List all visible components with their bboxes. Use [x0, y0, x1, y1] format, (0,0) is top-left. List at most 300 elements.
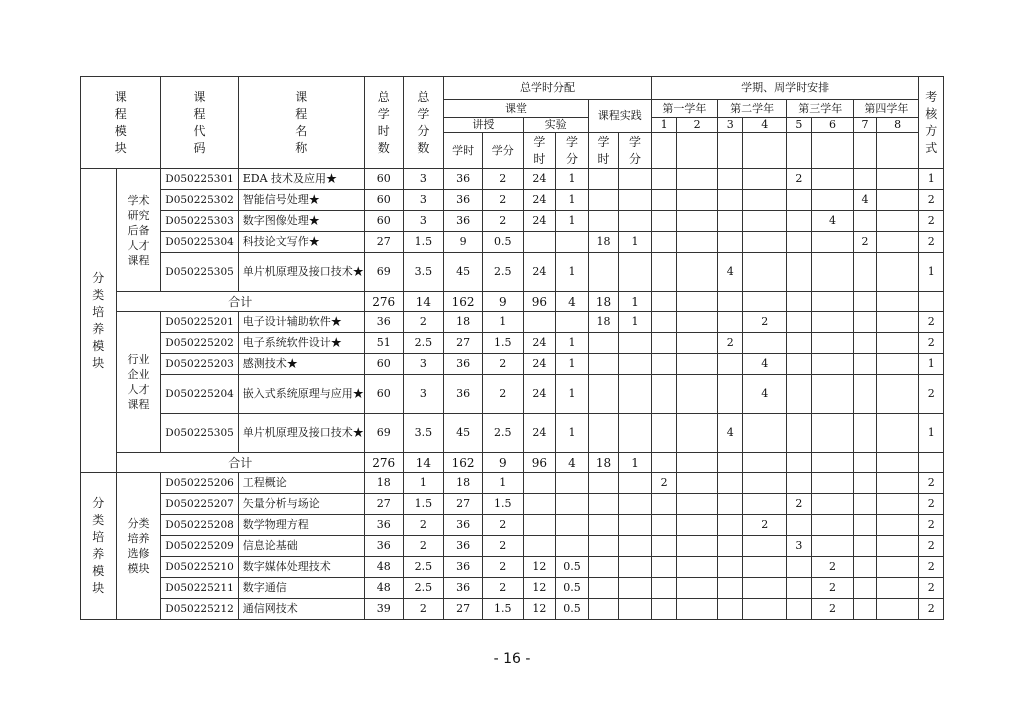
course-name: 电子系统软件设计★ — [238, 333, 364, 354]
sem-cell-1 — [651, 253, 676, 292]
sem-cell-2 — [677, 515, 718, 536]
course-code: D050225204 — [161, 375, 238, 414]
sem-cell-8 — [876, 232, 919, 253]
sem-cell — [854, 453, 876, 473]
sem-cell-2 — [677, 211, 718, 232]
sem-cell-8 — [876, 190, 919, 211]
cell-prac-h — [588, 557, 619, 578]
header-year-1: 第一学年 — [651, 100, 717, 118]
sem-cell-2 — [677, 473, 718, 494]
sem-cell-7 — [854, 515, 876, 536]
cell-exp-c: 1 — [556, 375, 589, 414]
cell-total-c: 3 — [403, 375, 444, 414]
sem-cell-6 — [811, 375, 854, 414]
sem-cell-4 — [743, 557, 787, 578]
sem-cell-2 — [677, 557, 718, 578]
sem-cell-5: 2 — [787, 169, 811, 190]
sem-cell-2 — [677, 536, 718, 557]
cell-lec-h: 36 — [444, 375, 483, 414]
sem-cell-1 — [651, 169, 676, 190]
sem-cell-2 — [677, 578, 718, 599]
sem-cell-8 — [876, 515, 919, 536]
table-row — [81, 599, 944, 620]
sem-blank-2 — [677, 133, 718, 169]
assess-cell — [919, 292, 944, 312]
cell-lec-c: 2.5 — [482, 414, 523, 453]
cell-prac-c — [619, 354, 652, 375]
sem-cell-6 — [811, 253, 854, 292]
sem-cell-3: 4 — [717, 253, 742, 292]
cell-lec-c: 2 — [482, 169, 523, 190]
cell-prac-c — [619, 494, 652, 515]
course-code: D050225201 — [161, 312, 238, 333]
sem-cell-4 — [743, 190, 787, 211]
cell-exp-c: 0.5 — [556, 578, 589, 599]
table-row — [81, 536, 944, 557]
table-row — [81, 232, 944, 253]
sem-cell-6: 4 — [811, 211, 854, 232]
sem-cell-5: 3 — [787, 536, 811, 557]
cell-exp-h: 12 — [523, 557, 556, 578]
total-row — [81, 453, 944, 473]
cell-prac-h: 18 — [588, 312, 619, 333]
sem-cell-8 — [876, 312, 919, 333]
sem-cell-5: 2 — [787, 494, 811, 515]
sem-cell — [677, 292, 718, 312]
header-semester-8: 8 — [876, 118, 919, 133]
cell-lec-c: 2 — [482, 536, 523, 557]
sem-cell-5 — [787, 473, 811, 494]
sem-cell-5 — [787, 333, 811, 354]
cell-lec-h: 36 — [444, 190, 483, 211]
sem-cell-8 — [876, 169, 919, 190]
sem-cell-2 — [677, 232, 718, 253]
cell-prac-h — [588, 473, 619, 494]
sem-cell — [876, 292, 919, 312]
sem-cell-4: 4 — [743, 375, 787, 414]
cell-lec-h: 18 — [444, 312, 483, 333]
total-label: 合计 — [116, 453, 364, 473]
sem-cell-4 — [743, 169, 787, 190]
sem-cell-3 — [717, 557, 742, 578]
assess-cell: 1 — [919, 169, 944, 190]
cell-exp-h: 24 — [523, 414, 556, 453]
cell-lec-h: 18 — [444, 473, 483, 494]
cell-exp-h: 96 — [523, 292, 556, 312]
assess-cell: 2 — [919, 557, 944, 578]
cell-total-c: 2 — [403, 599, 444, 620]
group-cell — [116, 312, 161, 453]
table-row — [81, 354, 944, 375]
cell-exp-c: 1 — [556, 333, 589, 354]
header-experiment: 实验 — [523, 118, 588, 133]
cell-exp-c — [556, 536, 589, 557]
cell-prac-h — [588, 494, 619, 515]
sem-cell — [717, 292, 742, 312]
sem-cell-3 — [717, 312, 742, 333]
sem-cell-1 — [651, 599, 676, 620]
course-name: 数学物理方程 — [238, 515, 364, 536]
header-semester-7: 7 — [854, 118, 876, 133]
course-code: D050225207 — [161, 494, 238, 515]
sem-cell-8 — [876, 333, 919, 354]
cell-lec-h: 45 — [444, 414, 483, 453]
sem-cell-2 — [677, 599, 718, 620]
sem-cell-8 — [876, 414, 919, 453]
sem-cell-3 — [717, 190, 742, 211]
sem-cell-4 — [743, 494, 787, 515]
cell-lec-c: 1 — [482, 312, 523, 333]
sem-cell-5 — [787, 253, 811, 292]
sem-cell-2 — [677, 375, 718, 414]
sem-cell-1 — [651, 578, 676, 599]
sem-cell-7 — [854, 312, 876, 333]
cell-prac-h — [588, 333, 619, 354]
sem-cell-7 — [854, 211, 876, 232]
sem-blank-4 — [743, 133, 787, 169]
sem-cell-8 — [876, 557, 919, 578]
header-exp-hours-text: 学 时 — [533, 134, 546, 166]
sem-cell-1 — [651, 557, 676, 578]
course-name: 通信网技术 — [238, 599, 364, 620]
sem-cell-3 — [717, 494, 742, 515]
cell-lec-h: 45 — [444, 253, 483, 292]
cell-prac-c — [619, 473, 652, 494]
course-name: EDA 技术及应用★ — [238, 169, 364, 190]
table-row — [81, 190, 944, 211]
header-semester-5: 5 — [787, 118, 811, 133]
cell-total-c: 1 — [403, 473, 444, 494]
cell-total-h: 69 — [364, 414, 403, 453]
sem-cell-6 — [811, 414, 854, 453]
sem-cell-2 — [677, 190, 718, 211]
cell-total-c: 2 — [403, 536, 444, 557]
cell-total-c: 1.5 — [403, 494, 444, 515]
sem-cell-7: 2 — [854, 232, 876, 253]
course-name: 单片机原理及接口技术★ — [238, 253, 364, 292]
cell-total-h: 36 — [364, 515, 403, 536]
sem-cell-8 — [876, 599, 919, 620]
cell-exp-c: 1 — [556, 253, 589, 292]
course-name: 感测技术★ — [238, 354, 364, 375]
course-code: D050225305 — [161, 414, 238, 453]
course-name: 科技论文写作★ — [238, 232, 364, 253]
cell-total-h: 60 — [364, 190, 403, 211]
cell-prac-h — [588, 190, 619, 211]
cell-total-h: 276 — [364, 292, 403, 312]
course-name: 单片机原理及接口技术★ — [238, 414, 364, 453]
cell-exp-c: 1 — [556, 169, 589, 190]
sem-cell — [787, 292, 811, 312]
course-code: D050225210 — [161, 557, 238, 578]
cell-exp-c: 1 — [556, 190, 589, 211]
sem-cell-4 — [743, 253, 787, 292]
sem-cell-8 — [876, 375, 919, 414]
course-schedule-table — [80, 76, 944, 620]
cell-total-h: 48 — [364, 578, 403, 599]
cell-exp-h: 24 — [523, 354, 556, 375]
sem-cell-6 — [811, 536, 854, 557]
course-code: D050225302 — [161, 190, 238, 211]
cell-total-h: 27 — [364, 494, 403, 515]
cell-exp-h — [523, 515, 556, 536]
sem-cell-6 — [811, 494, 854, 515]
header-prac-hours — [588, 133, 619, 169]
cell-lec-c: 2 — [482, 578, 523, 599]
sem-cell-2 — [677, 414, 718, 453]
cell-prac-h — [588, 253, 619, 292]
assess-cell: 2 — [919, 232, 944, 253]
sem-cell-2 — [677, 354, 718, 375]
cell-lec-h: 36 — [444, 578, 483, 599]
course-name: 电子设计辅助软件★ — [238, 312, 364, 333]
sem-cell — [743, 292, 787, 312]
sem-cell-7 — [854, 333, 876, 354]
assess-cell: 2 — [919, 494, 944, 515]
cell-prac-c — [619, 515, 652, 536]
course-code: D050225303 — [161, 211, 238, 232]
sem-cell-8 — [876, 578, 919, 599]
sem-cell — [677, 453, 718, 473]
cell-lec-c: 2 — [482, 190, 523, 211]
course-code: D050225301 — [161, 169, 238, 190]
cell-total-h: 69 — [364, 253, 403, 292]
header-year-3: 第三学年 — [787, 100, 854, 118]
cell-exp-h: 24 — [523, 190, 556, 211]
sem-cell — [787, 453, 811, 473]
cell-total-c: 14 — [403, 292, 444, 312]
cell-total-c: 3 — [403, 190, 444, 211]
cell-total-c: 3.5 — [403, 253, 444, 292]
cell-lec-h: 36 — [444, 169, 483, 190]
cell-total-c: 2.5 — [403, 333, 444, 354]
cell-exp-h — [523, 536, 556, 557]
sem-blank-7 — [854, 133, 876, 169]
cell-lec-h: 162 — [444, 292, 483, 312]
header-semester-4: 4 — [743, 118, 787, 133]
cell-exp-h: 24 — [523, 333, 556, 354]
sem-cell-1 — [651, 494, 676, 515]
sem-cell-7 — [854, 494, 876, 515]
cell-prac-c: 1 — [619, 453, 652, 473]
sem-cell-2 — [677, 312, 718, 333]
sem-blank-8 — [876, 133, 919, 169]
course-name: 工程概论 — [238, 473, 364, 494]
course-name: 智能信号处理★ — [238, 190, 364, 211]
sem-cell-8 — [876, 211, 919, 232]
table-row — [81, 333, 944, 354]
header-total-credits — [403, 77, 444, 169]
sem-cell-8 — [876, 473, 919, 494]
course-name: 数字通信 — [238, 578, 364, 599]
sem-cell-8 — [876, 253, 919, 292]
module-cell — [81, 169, 117, 473]
table-row — [81, 473, 944, 494]
sem-cell-7 — [854, 473, 876, 494]
cell-prac-c: 1 — [619, 232, 652, 253]
cell-lec-h: 27 — [444, 333, 483, 354]
cell-total-h: 60 — [364, 169, 403, 190]
sem-cell-6 — [811, 232, 854, 253]
cell-lec-h: 36 — [444, 536, 483, 557]
cell-total-h: 276 — [364, 453, 403, 473]
sem-cell-6: 2 — [811, 578, 854, 599]
sem-cell-8 — [876, 494, 919, 515]
sem-cell-4 — [743, 578, 787, 599]
sem-cell-4 — [743, 211, 787, 232]
cell-total-h: 18 — [364, 473, 403, 494]
sem-cell-2 — [677, 253, 718, 292]
sem-blank-6 — [811, 133, 854, 169]
module-cell — [81, 473, 117, 620]
sem-cell-4 — [743, 232, 787, 253]
cell-prac-c — [619, 253, 652, 292]
cell-total-c: 2.5 — [403, 557, 444, 578]
cell-prac-c: 1 — [619, 312, 652, 333]
sem-cell-3 — [717, 536, 742, 557]
table-row — [81, 494, 944, 515]
cell-lec-c: 1.5 — [482, 494, 523, 515]
header-semester-3: 3 — [717, 118, 742, 133]
table-row — [81, 557, 944, 578]
sem-cell-6 — [811, 190, 854, 211]
group-industry-label: 行业 企业 人才 课程 — [127, 353, 150, 411]
header-exp-credits — [556, 133, 589, 169]
cell-exp-h: 12 — [523, 599, 556, 620]
cell-lec-h: 9 — [444, 232, 483, 253]
cell-exp-h: 12 — [523, 578, 556, 599]
cell-prac-c — [619, 536, 652, 557]
sem-cell-7 — [854, 354, 876, 375]
course-code: D050225304 — [161, 232, 238, 253]
sem-cell-5 — [787, 557, 811, 578]
header-assessment — [919, 77, 944, 169]
group-cell — [116, 169, 161, 292]
cell-exp-c — [556, 232, 589, 253]
cell-lec-c: 2.5 — [482, 253, 523, 292]
header-semester-6: 6 — [811, 118, 854, 133]
cell-lec-h: 36 — [444, 211, 483, 232]
course-code: D050225202 — [161, 333, 238, 354]
sem-blank-5 — [787, 133, 811, 169]
total-row — [81, 292, 944, 312]
cell-total-c: 3 — [403, 169, 444, 190]
sem-cell-6 — [811, 473, 854, 494]
table-row — [81, 211, 944, 232]
cell-lec-h: 36 — [444, 354, 483, 375]
cell-total-h: 36 — [364, 536, 403, 557]
sem-cell-4 — [743, 473, 787, 494]
course-name: 信息论基础 — [238, 536, 364, 557]
sem-cell-5 — [787, 578, 811, 599]
sem-cell-3 — [717, 169, 742, 190]
table-row — [81, 578, 944, 599]
sem-cell-2 — [677, 169, 718, 190]
cell-lec-c: 1.5 — [482, 333, 523, 354]
assess-cell: 2 — [919, 536, 944, 557]
sem-cell-3 — [717, 578, 742, 599]
header-code — [161, 77, 238, 169]
cell-exp-h — [523, 473, 556, 494]
cell-prac-h — [588, 354, 619, 375]
cell-prac-h — [588, 375, 619, 414]
group-academic-label: 学术 研究 后备 人才 课程 — [127, 193, 150, 267]
cell-prac-c — [619, 169, 652, 190]
cell-prac-h — [588, 599, 619, 620]
sem-cell-1 — [651, 211, 676, 232]
assess-cell: 2 — [919, 333, 944, 354]
cell-prac-h — [588, 414, 619, 453]
cell-lec-h: 162 — [444, 453, 483, 473]
course-code: D050225209 — [161, 536, 238, 557]
cell-lec-c: 1.5 — [482, 599, 523, 620]
sem-cell-7 — [854, 536, 876, 557]
cell-lec-c: 9 — [482, 453, 523, 473]
course-code: D050225211 — [161, 578, 238, 599]
cell-total-c: 2 — [403, 312, 444, 333]
sem-cell-3: 4 — [717, 414, 742, 453]
sem-cell — [854, 292, 876, 312]
cell-prac-c — [619, 557, 652, 578]
cell-total-c: 14 — [403, 453, 444, 473]
cell-total-h: 60 — [364, 375, 403, 414]
assess-cell: 2 — [919, 211, 944, 232]
sem-cell-1 — [651, 232, 676, 253]
sem-cell — [811, 453, 854, 473]
cell-lec-h: 27 — [444, 494, 483, 515]
sem-cell-2 — [677, 494, 718, 515]
group-elective-label: 分类 培养 选修 模块 — [127, 517, 150, 575]
header-year-2: 第二学年 — [717, 100, 786, 118]
sem-cell-1 — [651, 515, 676, 536]
cell-prac-h — [588, 536, 619, 557]
cell-total-c: 2.5 — [403, 578, 444, 599]
cell-lec-c: 2 — [482, 557, 523, 578]
sem-cell — [743, 453, 787, 473]
sem-cell-6: 2 — [811, 557, 854, 578]
sem-cell-3 — [717, 232, 742, 253]
cell-exp-c: 0.5 — [556, 599, 589, 620]
sem-cell-1 — [651, 536, 676, 557]
assess-cell: 2 — [919, 473, 944, 494]
header-exp-credits-text: 学 分 — [565, 134, 578, 166]
header-prac-hours-text: 学 时 — [597, 134, 610, 166]
cell-prac-h: 18 — [588, 292, 619, 312]
assess-cell: 2 — [919, 190, 944, 211]
sem-cell-5 — [787, 354, 811, 375]
table-row — [81, 375, 944, 414]
cell-total-h: 36 — [364, 312, 403, 333]
sem-cell-4: 4 — [743, 354, 787, 375]
sem-cell-1 — [651, 375, 676, 414]
cell-prac-h — [588, 211, 619, 232]
sem-cell — [651, 292, 676, 312]
header-year-4: 第四学年 — [854, 100, 919, 118]
sem-cell-1 — [651, 354, 676, 375]
cell-lec-h: 36 — [444, 557, 483, 578]
cell-exp-c: 0.5 — [556, 557, 589, 578]
sem-cell-3 — [717, 211, 742, 232]
total-label: 合计 — [116, 292, 364, 312]
sem-cell-1 — [651, 190, 676, 211]
sem-cell-4 — [743, 414, 787, 453]
sem-cell-3: 2 — [717, 333, 742, 354]
sem-cell-3 — [717, 375, 742, 414]
header-semester-2: 2 — [677, 118, 718, 133]
sem-cell-7 — [854, 253, 876, 292]
cell-lec-c: 2 — [482, 211, 523, 232]
course-name: 数字媒体处理技术 — [238, 557, 364, 578]
